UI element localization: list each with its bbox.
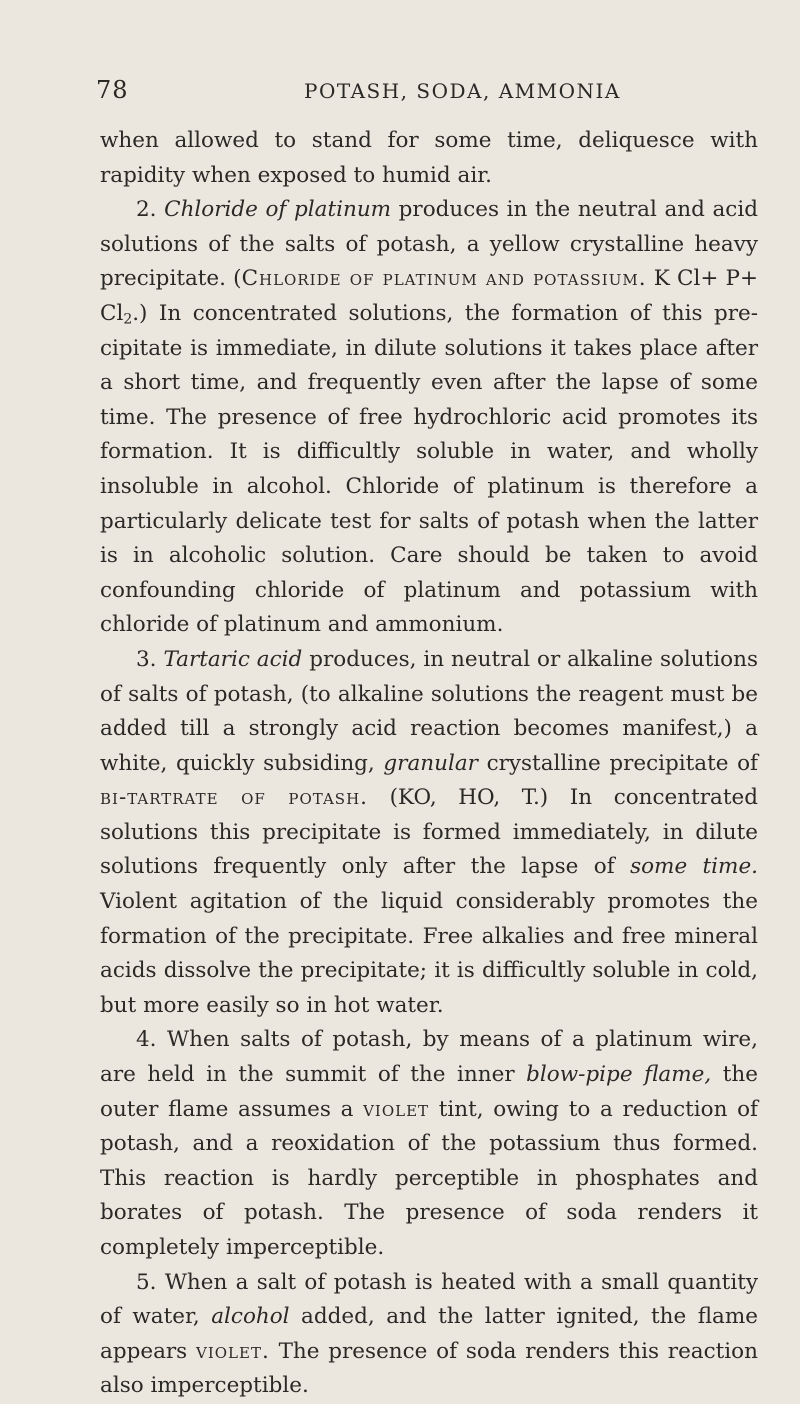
paragraph-text: added, and the latter ignited, the flame appears — [100, 1304, 758, 1364]
paragraph-2 — [100, 193, 758, 643]
paragraph-5 — [100, 1266, 758, 1404]
paragraph-3 — [100, 643, 758, 1024]
item-number: 2. — [136, 197, 157, 223]
emphasis-text: blow-pipe flame, — [526, 1062, 712, 1088]
formula-subscript: 2 — [123, 311, 133, 328]
compound-name: Chloride of platinum and potassium. — [241, 266, 647, 292]
emphasis-text: some time. — [630, 854, 759, 880]
reagent-name: Tartaric acid — [163, 646, 303, 672]
paragraph-text: when allowed to stand for some time, deliquesce with rapidity when exposed to humid air. — [100, 128, 758, 188]
compound-name: bi-tartrate of potash. — [100, 785, 368, 811]
color-name: violet — [363, 1096, 430, 1122]
chemical-formula: K Cl+ P+ Cl — [100, 266, 759, 326]
body-text — [100, 124, 758, 1404]
item-number: 4. — [136, 1027, 157, 1053]
paragraph-text: Violent agitation of the liquid considerably promotes the formation of the precipitate. Free alkalies and free mineral acids dissolve the precipitate; it is difficultly soluble in cold, but more easily so in hot water. — [100, 889, 758, 1018]
running-title: POTASH, SODA, AMMONIA — [304, 79, 621, 103]
item-number: 5. — [136, 1269, 157, 1295]
emphasis-text: granular — [383, 750, 478, 776]
reagent-name: Chloride of platinum — [164, 197, 392, 223]
page-header — [0, 76, 800, 106]
paragraph-4 — [100, 1023, 758, 1265]
paragraph-text: the outer flame assumes a — [100, 1062, 758, 1122]
paragraph-1 — [100, 124, 758, 193]
item-number: 3. — [136, 646, 157, 672]
paragraph-text: crystalline precipitate of — [486, 750, 758, 776]
color-name: violet. — [195, 1338, 270, 1364]
paragraph-text: produces, in neutral or alkaline solutions of salts of potash, (to alkaline solutions the reagent must be added till a strongly acid reaction becomes manifest,) a white, quickly subsiding, — [100, 646, 758, 776]
paragraph-text: The presence of soda renders this reaction also imperceptible. — [100, 1338, 758, 1399]
paragraph-text: When salts of potash, by means of a platinum wire, are held in the summit of the inner — [100, 1027, 758, 1088]
paragraph-text: .) In concentrated solutions, the formation of this precipitate is immediate, in dilute solutions it takes place after a short time, and frequently even after the lapse of some time. The presence of free hydrochloric acid promotes its formation. It is difficultly soluble in water, and wholly insoluble in alcohol. Chloride of platinum is therefore a particularly delicate test for salts of potash when the latter is in alcoholic solution. Care should be taken to avoid confounding chloride of platinum and potassium with chloride of platinum and ammonium. — [100, 300, 758, 638]
paragraph-text: produces in the neutral and acid solutions of the salts of potash, a yellow crystalline heavy precipitate. ( — [100, 197, 758, 292]
page-number: 78 — [96, 76, 129, 104]
paragraph-text: tint, owing to a reduction of potash, and a reoxidation of the potassium thus formed. This reaction is hardly perceptible in phosphates and borates of potash. The presence of soda renders it completely imperceptible. — [100, 1096, 758, 1260]
paragraph-text: When a salt of potash is heated with a small quantity of water, — [100, 1269, 758, 1330]
emphasis-text: alcohol — [211, 1304, 290, 1330]
paragraph-text: (KO, HO, T.) In concentrated solutions this precipitate is formed immediately, in dilute solutions frequently only after the lapse of — [100, 785, 758, 880]
